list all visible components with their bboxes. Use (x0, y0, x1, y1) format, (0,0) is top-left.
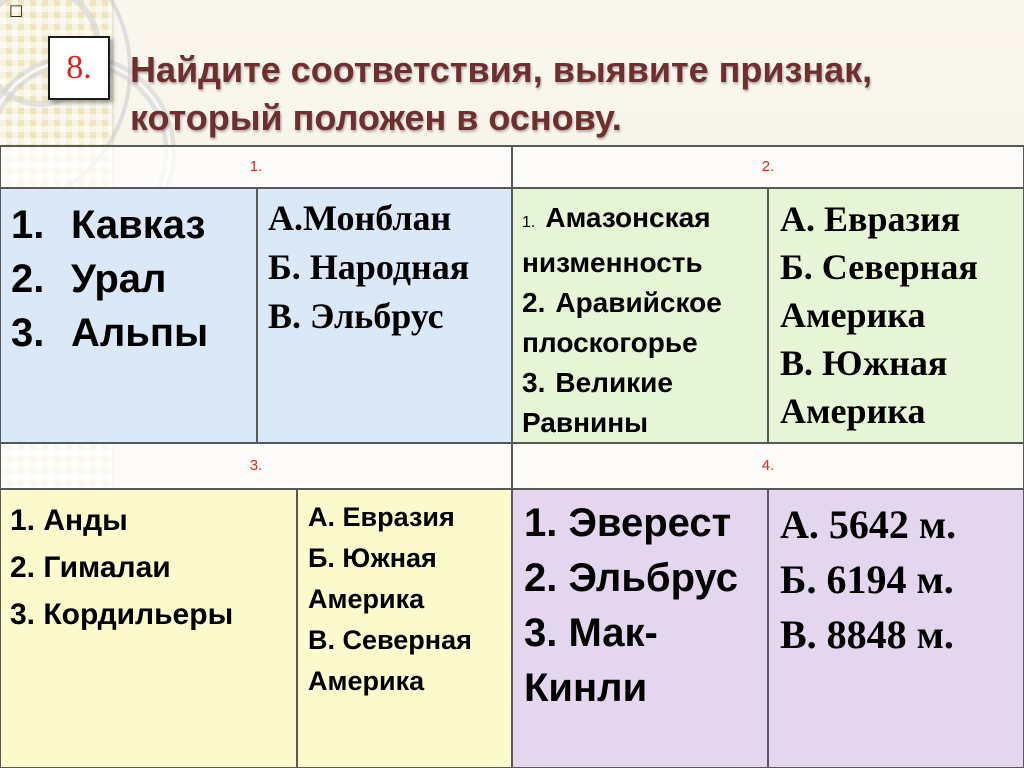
item-number: 2. (522, 287, 546, 318)
item-number: 3. (11, 311, 45, 355)
item-text: Великие Равнины (522, 367, 673, 438)
item-text: Амазонская низменность (522, 202, 711, 278)
item-text: Альпы (71, 311, 209, 355)
item-number: 2. (11, 257, 45, 301)
section-header-3 (0, 443, 512, 489)
section-label-1: 1. (249, 158, 263, 175)
option-item: В. 8848 м. (780, 612, 954, 657)
task-number: 8. (66, 49, 92, 86)
slide-title: Найдите соответствия, выявите признак, который положен в основу. (130, 49, 873, 138)
section-4-list-cell (512, 489, 768, 768)
list-item (11, 198, 252, 252)
section-header-2 (512, 145, 1024, 188)
section-4-options-cell (768, 489, 1024, 768)
list-item (11, 306, 252, 360)
option-item: Б. Южная Америка (308, 543, 437, 614)
option-item: Б. Народная (268, 247, 470, 287)
option-item: А. Евразия (780, 199, 961, 239)
option-item: Б. 6194 м. (780, 557, 954, 602)
list-item (522, 198, 761, 283)
item-number: 1. (522, 214, 536, 231)
section-1-options-cell (257, 188, 512, 443)
item-number: 1. (11, 203, 45, 247)
option-item: В. Южная Америка (780, 343, 948, 431)
section-1-list-cell (0, 188, 257, 443)
section-header-1 (0, 145, 512, 188)
section-header-4 (512, 443, 1024, 489)
list-item: 2. Эльбрус (524, 556, 739, 600)
list-item (11, 252, 252, 306)
section-3-options-cell (297, 489, 512, 768)
option-item: А. 5642 м. (780, 502, 957, 547)
item-text: Урал (71, 257, 167, 301)
checkbox-glyph: □ (9, 1, 24, 19)
section-2-options-cell (768, 188, 1024, 443)
list-item: 3. Кордильеры (10, 598, 234, 631)
task-number-box (48, 36, 110, 100)
list-item (522, 283, 761, 363)
section-label-4: 4. (761, 457, 775, 474)
option-item: А. Евразия (308, 502, 455, 532)
section-3-list-cell (0, 489, 297, 768)
option-item: А.Монблан (268, 198, 452, 238)
option-item: Б. Северная Америка (780, 247, 978, 335)
list-item (522, 363, 761, 443)
item-text: Кавказ (71, 203, 206, 247)
section-2-list-cell (512, 188, 768, 443)
list-item: 1. Анды (10, 504, 128, 537)
item-number: 3. (522, 367, 546, 398)
item-text: Аравийское плоскогорье (522, 287, 722, 358)
list-item: 1. Эверест (524, 501, 732, 545)
option-item: В. Эльбрус (268, 296, 444, 336)
option-item: В. Северная Америка (308, 625, 472, 696)
list-item: 3. Мак-Кинли (524, 611, 658, 710)
section-label-3: 3. (249, 457, 263, 474)
section-label-2: 2. (761, 158, 775, 175)
list-item: 2. Гималаи (10, 551, 171, 584)
